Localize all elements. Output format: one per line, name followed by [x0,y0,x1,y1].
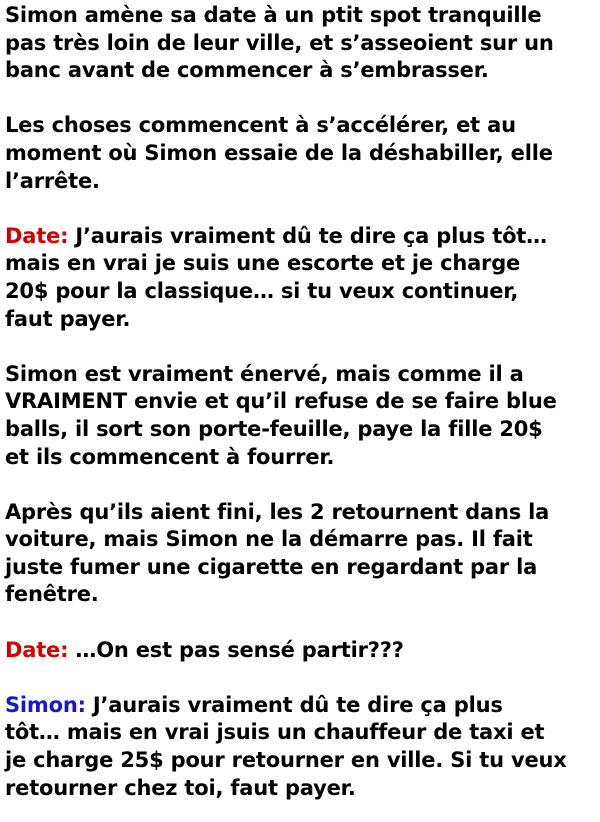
dialogue-simon [5,692,600,802]
narration-paragraph-1: Simon amène sa date à un ptit spot tranquille pas très loin de leur ville, et s’asseoient sur un banc avant de commencer à s’embrasser. [5,3,554,83]
narration-paragraph-3: Simon est vraiment énervé, mais comme il a VRAIMENT envie et qu’il refuse de se faire blue balls, il sort son porte-feuille, paye la fille 20$ et ils commencent à fourrer. [5,361,557,469]
narration-paragraph-2: Les choses commencent à s’accélérer, et au moment où Simon essaie de la déshabiller, elle l’arrête. [5,113,553,193]
speaker-label-date: Date: [5,637,69,662]
dialogue-date-1 [5,223,600,333]
dialogue-date-2 [5,637,600,665]
dialogue-text: …On est pas sensé partir??? [68,637,404,662]
speaker-label-date: Date: [5,223,69,248]
speaker-label-simon: Simon: [5,692,86,717]
joke-story [5,2,600,802]
dialogue-text: J’aurais vraiment dû te dire ça plus tôt… mais en vrai jsuis un chauffeur de taxi et je charge 25$ pour retourner en ville. Si tu veux retourner chez toi, faut payer. [5,692,567,800]
dialogue-text: J’aurais vraiment dû te dire ça plus tôt… mais en vrai je suis une escorte et je charge 20$ pour la classique… si tu veux continuer, faut payer. [5,223,547,331]
narration-paragraph-4: Après qu’ils aient fini, les 2 retournent dans la voiture, mais Simon ne la démarre pas. Il fait juste fumer une cigarette en regardant par la fenêtre. [5,499,550,607]
